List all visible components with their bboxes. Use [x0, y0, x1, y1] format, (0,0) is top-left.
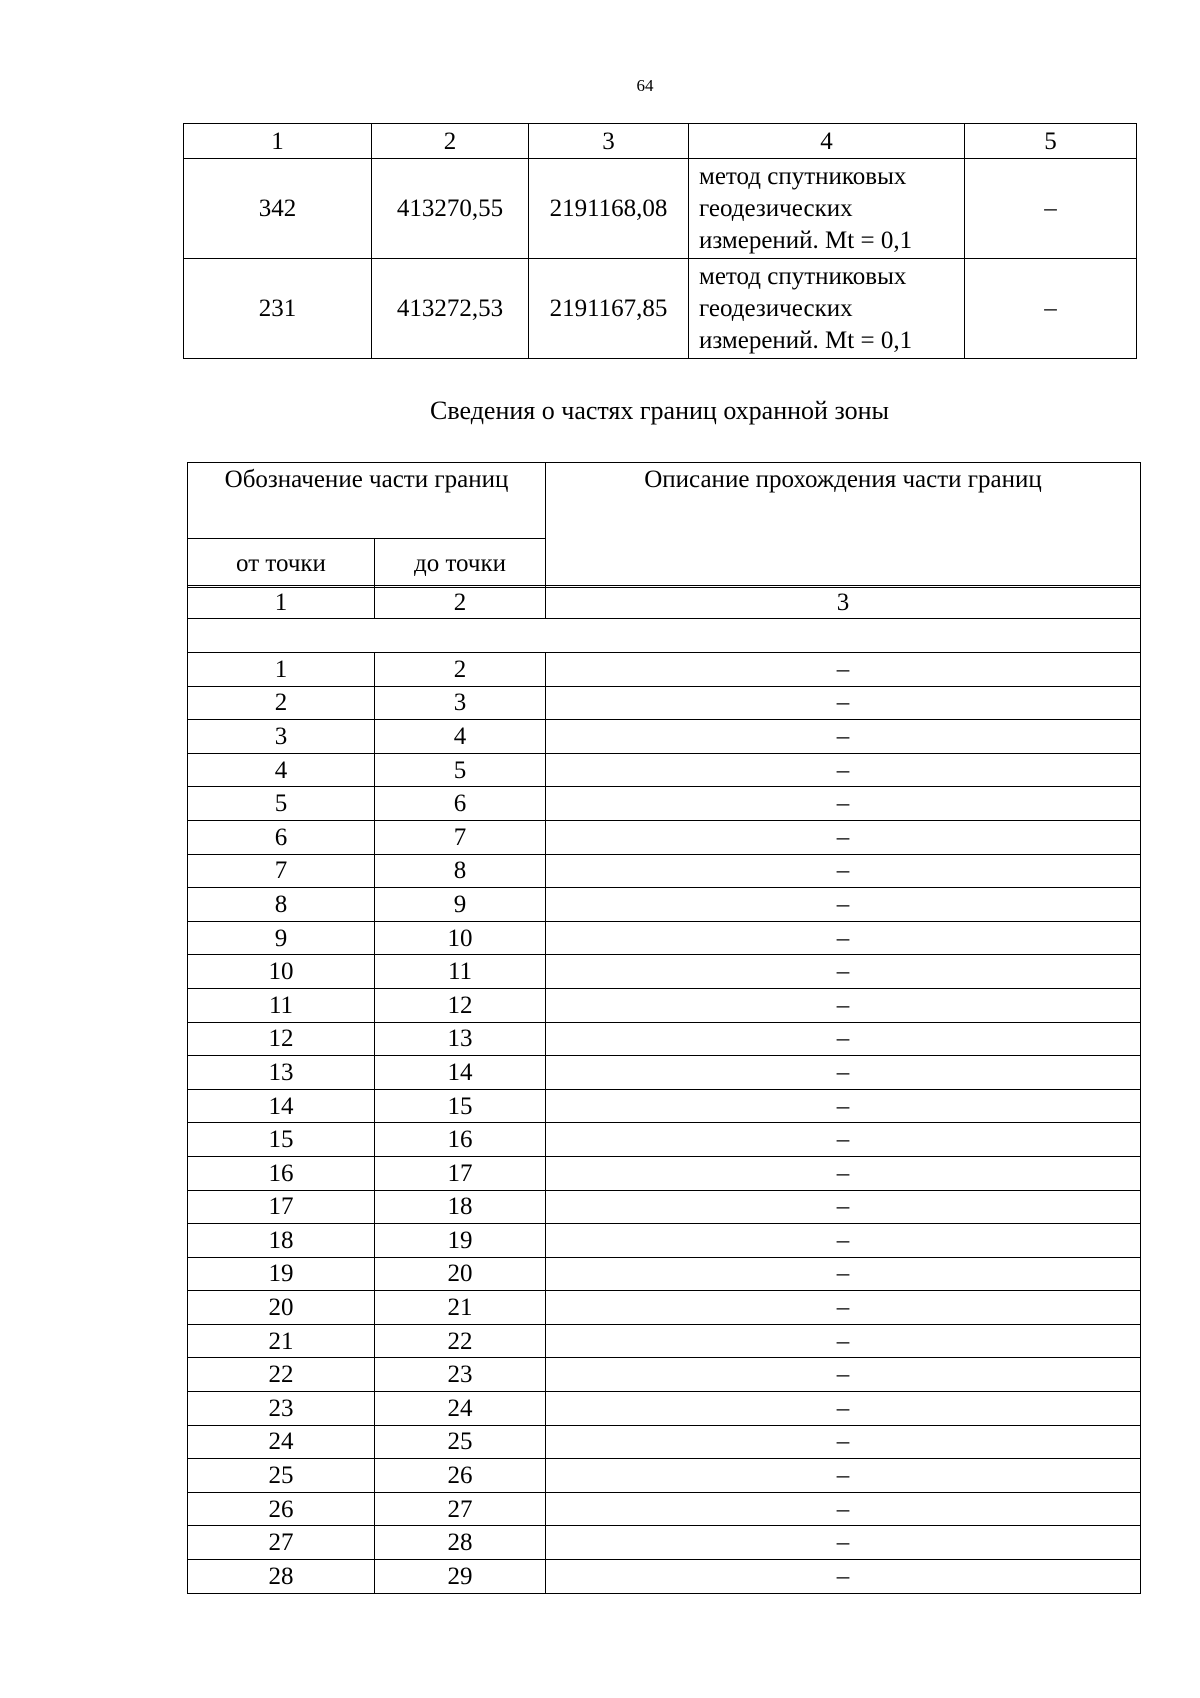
to-point-cell: 5 [375, 753, 546, 787]
to-point-cell: 29 [375, 1560, 546, 1594]
designation-header: Обозначение части границ [188, 463, 546, 539]
to-point-header: до точки [375, 539, 546, 588]
from-point-cell: 28 [188, 1560, 375, 1594]
to-point-cell: 12 [375, 988, 546, 1022]
to-point-cell: 28 [375, 1526, 546, 1560]
to-point-cell: 10 [375, 921, 546, 955]
to-point-cell: 6 [375, 787, 546, 821]
from-point-cell: 15 [188, 1123, 375, 1157]
description-cell: – [546, 1257, 1141, 1291]
to-point-cell: 27 [375, 1492, 546, 1526]
table-row [188, 753, 1141, 787]
method-line: измерений. Mt = 0,1 [699, 326, 913, 354]
table-row [188, 1056, 1141, 1090]
parts-table-header [187, 462, 1141, 588]
table-row [188, 1156, 1141, 1190]
from-point-cell: 6 [188, 820, 375, 854]
from-point-cell: 22 [188, 1358, 375, 1392]
coordinates-table [183, 123, 1137, 359]
table-row [188, 1526, 1141, 1560]
method-line: измерений. Mt = 0,1 [699, 226, 913, 254]
table-row [184, 159, 1137, 259]
method-line: метод спутниковых [699, 262, 907, 290]
from-point-cell: 13 [188, 1056, 375, 1090]
description-header: Описание прохождения части границ [546, 463, 1141, 588]
col-number-cell: 3 [529, 124, 689, 159]
from-point-cell: 9 [188, 921, 375, 955]
from-point-cell: 20 [188, 1291, 375, 1325]
description-cell: – [546, 888, 1141, 922]
to-point-cell: 26 [375, 1459, 546, 1493]
table-row [188, 1425, 1141, 1459]
description-cell: – [546, 1358, 1141, 1392]
from-point-cell: 19 [188, 1257, 375, 1291]
description-cell: – [546, 988, 1141, 1022]
to-point-cell: 23 [375, 1358, 546, 1392]
from-point-cell: 8 [188, 888, 375, 922]
from-point-cell: 5 [188, 787, 375, 821]
to-point-cell: 14 [375, 1056, 546, 1090]
table-row [188, 888, 1141, 922]
to-point-cell: 3 [375, 686, 546, 720]
description-cell: – [546, 653, 1141, 687]
description-cell: – [546, 1425, 1141, 1459]
to-point-cell: 11 [375, 955, 546, 989]
blank-row [188, 619, 1141, 653]
description-cell: – [546, 921, 1141, 955]
to-point-cell: 8 [375, 854, 546, 888]
from-point-cell: 1 [188, 653, 375, 687]
table-row [188, 1560, 1141, 1594]
note-cell: – [965, 259, 1137, 359]
from-point-cell: 27 [188, 1526, 375, 1560]
description-cell: – [546, 1324, 1141, 1358]
table-row [188, 1492, 1141, 1526]
col-number-cell: 2 [375, 586, 546, 619]
table-row [188, 1123, 1141, 1157]
col-number-cell: 1 [184, 124, 372, 159]
from-point-cell: 25 [188, 1459, 375, 1493]
from-point-cell: 11 [188, 988, 375, 1022]
table-row [188, 854, 1141, 888]
description-cell: – [546, 1190, 1141, 1224]
from-point-cell: 3 [188, 720, 375, 754]
table-row [188, 720, 1141, 754]
from-point-cell: 2 [188, 686, 375, 720]
description-cell: – [546, 1089, 1141, 1123]
x-coordinate-cell: 413272,53 [372, 259, 529, 359]
column-numbers-row [188, 586, 1141, 619]
to-point-cell: 16 [375, 1123, 546, 1157]
description-cell: – [546, 1560, 1141, 1594]
description-cell: – [546, 686, 1141, 720]
parts-table [187, 585, 1141, 1594]
to-point-cell: 17 [375, 1156, 546, 1190]
to-point-cell: 24 [375, 1392, 546, 1426]
from-point-cell: 12 [188, 1022, 375, 1056]
from-point-cell: 17 [188, 1190, 375, 1224]
table-row [188, 1291, 1141, 1325]
page-number: 64 [636, 76, 654, 95]
to-point-cell: 25 [375, 1425, 546, 1459]
description-cell: – [546, 720, 1141, 754]
table-row [188, 955, 1141, 989]
point-number-cell: 231 [184, 259, 372, 359]
description-cell: – [546, 1224, 1141, 1258]
to-point-cell: 7 [375, 820, 546, 854]
table-row [188, 988, 1141, 1022]
description-cell: – [546, 1291, 1141, 1325]
to-point-cell: 4 [375, 720, 546, 754]
description-cell: – [546, 820, 1141, 854]
to-point-cell: 21 [375, 1291, 546, 1325]
description-cell: – [546, 955, 1141, 989]
blank-cell [188, 619, 1141, 653]
table-row [188, 820, 1141, 854]
section-title: Сведения о частях границ охранной зоны [430, 396, 889, 425]
to-point-cell: 20 [375, 1257, 546, 1291]
method-cell [689, 159, 965, 259]
method-cell [689, 259, 965, 359]
y-coordinate-cell: 2191168,08 [529, 159, 689, 259]
table-row [188, 787, 1141, 821]
col-number-cell: 5 [965, 124, 1137, 159]
from-point-cell: 4 [188, 753, 375, 787]
from-point-cell: 23 [188, 1392, 375, 1426]
description-cell: – [546, 854, 1141, 888]
description-cell: – [546, 1156, 1141, 1190]
description-cell: – [546, 787, 1141, 821]
from-point-cell: 7 [188, 854, 375, 888]
col-number-cell: 1 [188, 586, 375, 619]
from-point-cell: 10 [188, 955, 375, 989]
from-point-cell: 24 [188, 1425, 375, 1459]
to-point-cell: 19 [375, 1224, 546, 1258]
col-number-cell: 4 [689, 124, 965, 159]
table-row [188, 1358, 1141, 1392]
table-row [188, 1190, 1141, 1224]
from-point-header: от точки [188, 539, 375, 588]
to-point-cell: 22 [375, 1324, 546, 1358]
from-point-cell: 18 [188, 1224, 375, 1258]
table-row [188, 1022, 1141, 1056]
to-point-cell: 2 [375, 653, 546, 687]
from-point-cell: 14 [188, 1089, 375, 1123]
point-number-cell: 342 [184, 159, 372, 259]
description-cell: – [546, 1123, 1141, 1157]
to-point-cell: 13 [375, 1022, 546, 1056]
description-cell: – [546, 1056, 1141, 1090]
description-cell: – [546, 1392, 1141, 1426]
col-number-cell: 3 [546, 586, 1141, 619]
parts-header-row [188, 463, 1141, 539]
table-row [188, 1224, 1141, 1258]
table-row [188, 1324, 1141, 1358]
description-cell: – [546, 1022, 1141, 1056]
table-row [188, 653, 1141, 687]
from-point-cell: 26 [188, 1492, 375, 1526]
note-cell: – [965, 159, 1137, 259]
description-cell: – [546, 1526, 1141, 1560]
coordinates-header-row [184, 124, 1137, 159]
col-number-cell: 2 [372, 124, 529, 159]
table-row [188, 1089, 1141, 1123]
description-cell: – [546, 1459, 1141, 1493]
method-line: геодезических [699, 294, 853, 322]
table-row [188, 1459, 1141, 1493]
table-row [188, 1392, 1141, 1426]
description-cell: – [546, 753, 1141, 787]
method-line: метод спутниковых [699, 162, 907, 190]
y-coordinate-cell: 2191167,85 [529, 259, 689, 359]
from-point-cell: 21 [188, 1324, 375, 1358]
table-row [188, 921, 1141, 955]
to-point-cell: 18 [375, 1190, 546, 1224]
to-point-cell: 15 [375, 1089, 546, 1123]
table-row [188, 686, 1141, 720]
description-cell: – [546, 1492, 1141, 1526]
to-point-cell: 9 [375, 888, 546, 922]
x-coordinate-cell: 413270,55 [372, 159, 529, 259]
method-line: геодезических [699, 194, 853, 222]
from-point-cell: 16 [188, 1156, 375, 1190]
table-row [188, 1257, 1141, 1291]
table-row [184, 259, 1137, 359]
